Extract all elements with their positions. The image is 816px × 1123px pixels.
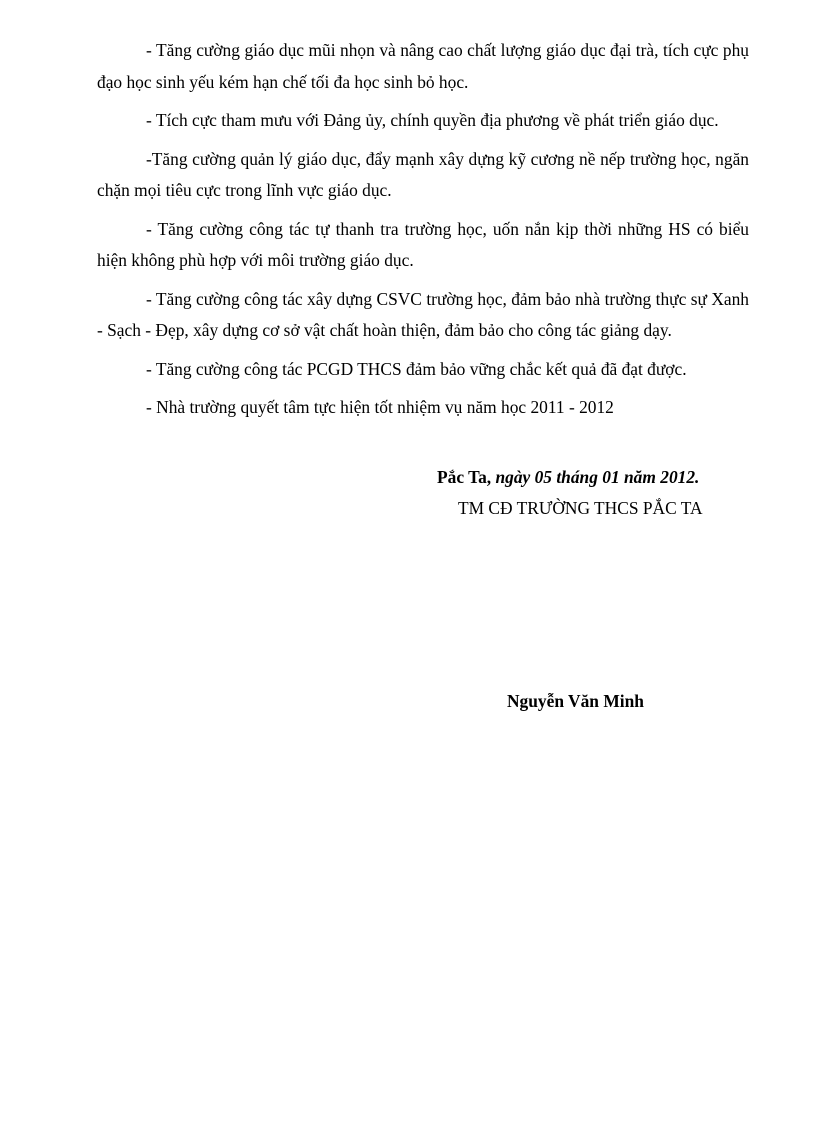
paragraph-tu-thanh-tra: - Tăng cường công tác tự thanh tra trường học, uốn nắn kịp thời những HS có biểu hiện không phù hợp với môi trường giáo dục. <box>97 218 749 270</box>
date-line <box>437 464 699 490</box>
paragraph-xay-dung-csvc: - Tăng cường công tác xây dựng CSVC trường học, đảm bảo nhà trường thực sự Xanh - Sạch - Đẹp, xây dựng cơ sở vật chất hoàn thiện, đảm bảo cho công tác giảng dạy. <box>97 288 749 340</box>
paragraph-tham-muu: - Tích cực tham mưu với Đảng ủy, chính quyền địa phương về phát triển giáo dục. <box>146 110 719 130</box>
paragraph-pcgd-thcs: - Tăng cường công tác PCGD THCS đảm bảo vững chắc kết quả đã đạt được. <box>146 358 687 379</box>
signer-name: Nguyễn Văn Minh <box>507 691 644 711</box>
date-text: ngày 05 tháng 01 năm 2012. <box>495 467 700 487</box>
paragraph-quyet-tam: - Nhà trường quyết tâm tực hiện tốt nhiệm vụ năm học 2011 - 2012 <box>146 397 614 417</box>
paragraph-quan-ly-giao-duc: -Tăng cường quản lý giáo dục, đẩy mạnh xây dựng kỹ cương nề nếp trường học, ngăn chặn mọi tiêu cực trong lĩnh vực giáo dục. <box>97 148 749 200</box>
paragraph-tang-cuong-giao-duc: - Tăng cường giáo dục mũi nhọn và nâng cao chất lượng giáo dục đại trà, tích cực phụ đạo học sinh yếu kém hạn chế tối đa học sinh bỏ học. <box>97 40 749 92</box>
date-place: Pắc Ta, <box>437 467 492 487</box>
body-text <box>97 35 749 431</box>
signing-organization: TM CĐ TRƯỜNG THCS PẮC TA <box>458 498 703 518</box>
